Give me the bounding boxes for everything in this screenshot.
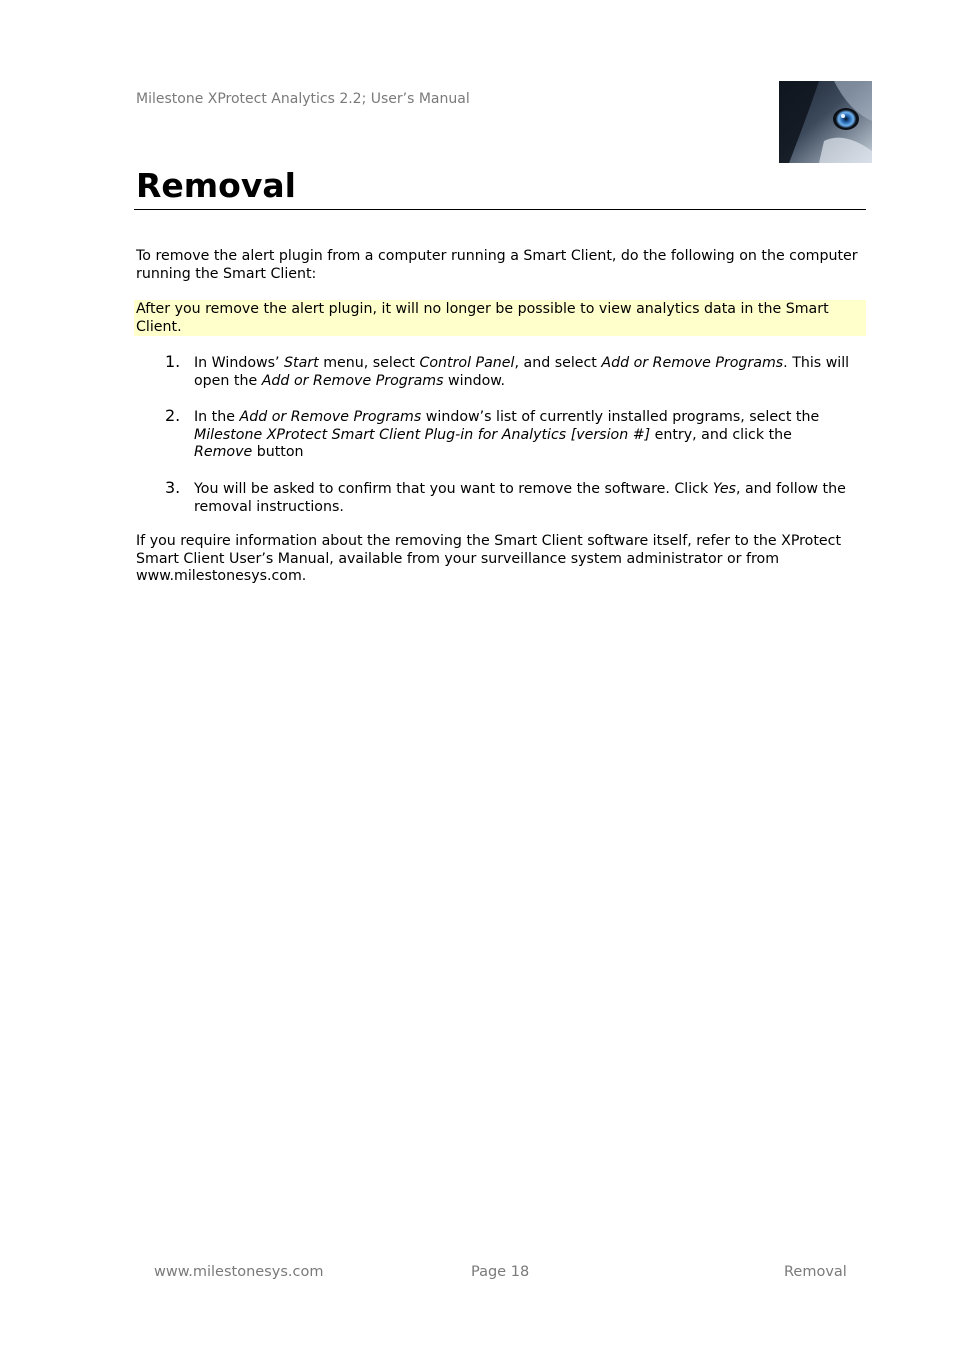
note-text: After you remove the alert plugin, it will no longer be possible to view analytics data in the Smart Client. (136, 301, 829, 335)
wolf-eye-logo-icon (779, 81, 872, 163)
footer-website: www.milestonesys.com (154, 1264, 324, 1280)
intro-paragraph: To remove the alert plugin from a computer running a Smart Client, do the following on the computer running the Smart Client: (136, 248, 858, 282)
page-title: Removal (136, 166, 296, 205)
title-divider (134, 209, 866, 210)
step-text: In the Add or Remove Programs window’s list of currently installed programs, select the Milestone XProtect Smart Client Plug-in for Analytics [version #] entry, and click the Remove button (194, 409, 820, 460)
step-text: In Windows’ Start menu, select Control Panel, and select Add or Remove Programs. This will open the Add or Remove Programs window. (194, 355, 850, 389)
header-manual-title: Milestone XProtect Analytics 2.2; User’s Manual (136, 91, 470, 107)
outro-paragraph: If you require information about the removing the Smart Client software itself, refer to the XProtect Smart Client User’s Manual, available from your surveillance system administrator or from www.milestonesys.com. (136, 533, 842, 584)
step-number: 1. (165, 352, 181, 371)
step-text: You will be asked to confirm that you want to remove the software. Click Yes, and follow the removal instructions. (194, 481, 846, 515)
footer-section-name: Removal (784, 1264, 847, 1280)
step-number: 3. (165, 478, 181, 497)
footer-page-number: Page 18 (471, 1264, 530, 1280)
step-number: 2. (165, 406, 181, 425)
